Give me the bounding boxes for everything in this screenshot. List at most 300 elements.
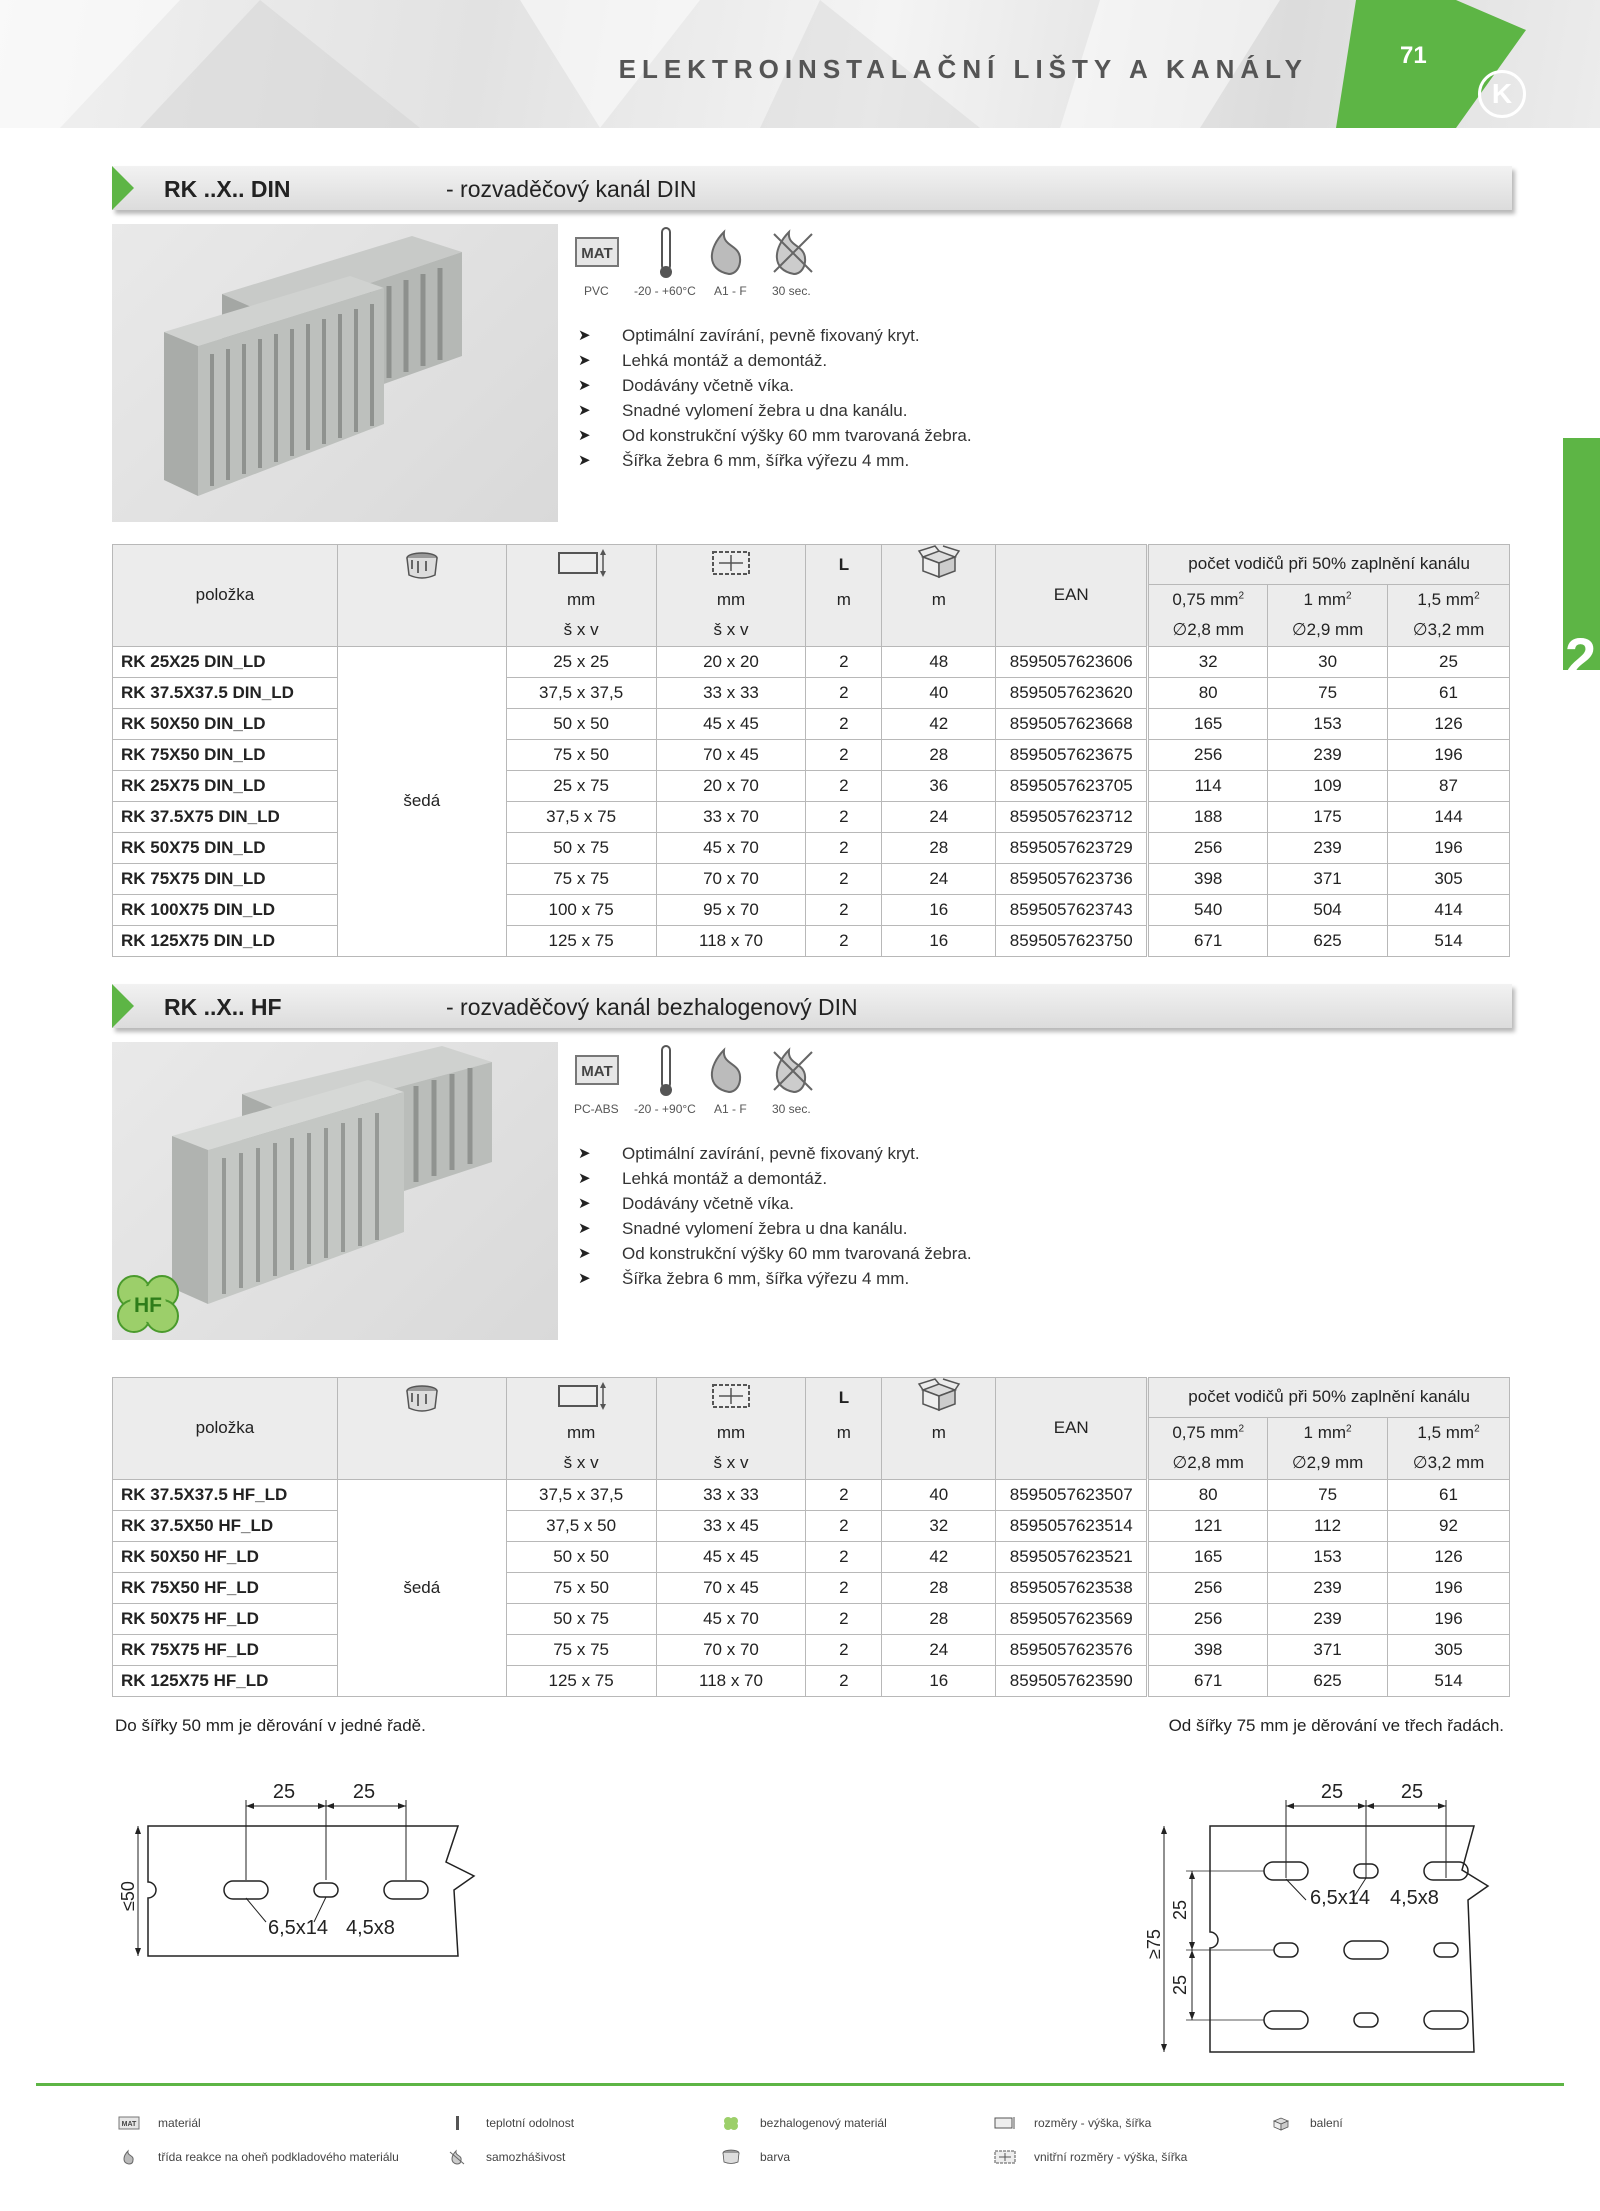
package-cell: 16 (882, 1665, 996, 1696)
table-row (113, 770, 1510, 801)
section-hf-properties (574, 1044, 834, 1124)
package-icon (917, 1378, 961, 1412)
slot-small (1274, 1943, 1298, 1957)
wires-1-cell: 625 (1268, 1665, 1388, 1696)
page-header-title: ELEKTROINSTALAČNÍ LIŠTY A KANÁLY (618, 54, 1308, 84)
header-wires: počet vodičů při 50% zaplnění kanálu (1148, 1378, 1510, 1418)
unit-mm: mm (656, 584, 806, 615)
product-code-cell: RK 100X75 DIN_LD (113, 894, 338, 925)
legend-item (118, 2113, 201, 2133)
wires-15-cell: 414 (1388, 894, 1510, 925)
section-din-table: položka L EAN počet vodičů při 50% zaplnění kanálu mm mm m m 0,75 $mm^2$ 1 $mm^2$ 1,5 $mm^2$ š x v š x v ∅2,8 mm ∅2,9 mm ∅3,2 mm RK 25X25 DIN_LD šedá 25 x 25 20 x 20 2 48 8595057623606 32 30 25 RK 37.5X37.5 DIN_LD 37,5 x 37,5 33 x 33 2 40 8595057623620 80 75 61 RK 50X50 DIN_LD 50 x 50 45 x 45 2 42 8595057623668 165 153 126 RK 75X50 DIN_LD 75 x 50 70 x 45 2 28 8595057623675 256 239 196 RK 25X75 DIN_LD 25 x 75 20 x 70 2 36 8595057623705 114 109 87 RK 37.5X75 DIN_LD 37,5 x 75 33 x 70 2 24 8595057623712 188 175 144 RK 50X75 DIN_LD 50 x 75 45 x 70 2 28 8595057623729 256 239 196 RK 75X75 DIN_LD 75 x 75 70 x 70 2 24 8595057623736 398 371 305 RK 100X75 DIN_LD 100 x 75 95 x 70 2 16 8595057623743 540 504 414 RK 125X75 DIN_LD 125 x 75 118 x 70 2 16 8595057623750 671 625 514 (112, 544, 1510, 957)
unit-sxv: š x v (506, 615, 656, 646)
header-color (337, 1378, 506, 1480)
fire-class-value: A1 - F (714, 1102, 747, 1116)
ean-cell: 8595057623538 (996, 1572, 1148, 1603)
product-code-cell: RK 50X50 HF_LD (113, 1541, 338, 1572)
unit-sxv: š x v (656, 1448, 806, 1479)
package-cell: 28 (882, 1572, 996, 1603)
dim-spacing-1: 25 (272, 1781, 296, 1803)
package-cell: 24 (882, 1634, 996, 1665)
wires-15-cell: 92 (1388, 1510, 1510, 1541)
length-cell: 2 (806, 646, 882, 677)
section-din-description: - rozvaděčový kanál DIN (446, 176, 697, 202)
table-row (113, 739, 1510, 770)
outer-dim-cell: 100 x 75 (506, 894, 656, 925)
package-icon (917, 545, 961, 579)
page-number: 71 (1400, 42, 1427, 69)
header-inner-dim (656, 545, 806, 585)
outer-dimensions-icon (555, 547, 607, 577)
legend-item (994, 2113, 1151, 2133)
table-row (113, 863, 1510, 894)
wires-1-cell: 75 (1268, 677, 1388, 708)
mat-icon (576, 238, 618, 266)
outer-dim-cell: 75 x 50 (506, 1572, 656, 1603)
length-cell: 2 (806, 770, 882, 801)
package-cell: 16 (882, 925, 996, 956)
product-code-cell: RK 50X75 DIN_LD (113, 832, 338, 863)
inner-dimensions-icon (709, 547, 753, 577)
paint-bucket-icon (404, 1384, 440, 1414)
package-cell: 48 (882, 646, 996, 677)
unit-m: m (806, 584, 882, 615)
inner-dim-cell: 70 x 70 (656, 1634, 806, 1665)
table-body (113, 1479, 1510, 1696)
wire-075-dia: ∅2,8 mm (1148, 615, 1268, 646)
wires-075-cell: 256 (1148, 832, 1268, 863)
wires-1-cell: 239 (1268, 1603, 1388, 1634)
product-code-cell: RK 37.5X37.5 DIN_LD (113, 677, 338, 708)
hf-clover-icon (720, 2115, 742, 2131)
inner-dim-cell: 118 x 70 (656, 1665, 806, 1696)
wires-075-cell: 165 (1148, 708, 1268, 739)
wire-075-dia: ∅2,8 mm (1148, 1448, 1268, 1479)
wires-15-cell: 126 (1388, 1541, 1510, 1572)
feature-item: ➤ Snadné vylomení žebra u dna kanálu. (578, 1216, 972, 1241)
outer-dim-cell: 50 x 75 (506, 832, 656, 863)
outer-dim-cell: 50 x 50 (506, 1541, 656, 1572)
ean-cell: 8595057623606 (996, 646, 1148, 677)
header-ean: EAN (996, 545, 1148, 647)
package-cell: 28 (882, 832, 996, 863)
outer-dim-cell: 37,5 x 37,5 (506, 1479, 656, 1510)
package-cell: 28 (882, 739, 996, 770)
legend-label: rozměry - výška, šířka (1034, 2116, 1152, 2130)
inner-dim-cell: 95 x 70 (656, 894, 806, 925)
legend-label: bezhalogenový materiál (760, 2116, 887, 2130)
legend-label: balení (1310, 2116, 1343, 2130)
table-row (113, 708, 1510, 739)
ean-cell: 8595057623521 (996, 1541, 1148, 1572)
length-cell: 2 (806, 801, 882, 832)
table-row (113, 1572, 1510, 1603)
flame-icon (118, 2149, 140, 2165)
outer-dim-cell: 50 x 75 (506, 1603, 656, 1634)
product-code-cell: RK 125X75 HF_LD (113, 1665, 338, 1696)
ean-cell: 8595057623750 (996, 925, 1148, 956)
wire-1: 1 mm (1303, 1422, 1347, 1442)
note-three-rows: Od šířky 75 mm je děrování ve třech řadách. (1168, 1716, 1504, 1735)
chapter-number: 2 (1565, 626, 1597, 689)
table-row (113, 832, 1510, 863)
length-cell: 2 (806, 1603, 882, 1634)
cable-duct-illustration (112, 224, 558, 522)
package-cell: 42 (882, 1541, 996, 1572)
feature-item: ➤ Optimální zavírání, pevně fixovaný kryt. (578, 323, 972, 348)
ean-cell: 8595057623712 (996, 801, 1148, 832)
mat-icon (576, 1056, 618, 1084)
wires-15-cell: 305 (1388, 863, 1510, 894)
slot-label-large: 6,5x14 (1310, 1887, 1371, 1909)
material-value: PVC (584, 284, 609, 298)
wires-075-cell: 256 (1148, 739, 1268, 770)
inner-dim-cell: 45 x 45 (656, 708, 806, 739)
section-din-properties (574, 226, 834, 306)
product-code-cell: RK 37.5X50 HF_LD (113, 1510, 338, 1541)
ean-cell: 8595057623569 (996, 1603, 1148, 1634)
wires-15-cell: 87 (1388, 770, 1510, 801)
section-din-code: RK ..X.. DIN (164, 176, 291, 202)
wires-15-cell: 25 (1388, 646, 1510, 677)
header-package (882, 545, 996, 585)
length-cell: 2 (806, 1541, 882, 1572)
feature-item: ➤ Šířka žebra 6 mm, šířka výřezu 4 mm. (578, 448, 972, 473)
legend-item (720, 2113, 887, 2133)
section-din-header (112, 166, 1512, 210)
package-cell: 16 (882, 894, 996, 925)
inner-dim-cell: 70 x 45 (656, 739, 806, 770)
ean-cell: 8595057623743 (996, 894, 1148, 925)
temperature-value: -20 - +90°C (634, 1102, 696, 1116)
slot-large (1264, 2011, 1308, 2029)
table-row (113, 801, 1510, 832)
package-cell: 32 (882, 1510, 996, 1541)
paint-bucket-icon (720, 2149, 742, 2165)
package-cell: 24 (882, 801, 996, 832)
product-code-cell: RK 37.5X37.5 HF_LD (113, 1479, 338, 1510)
product-code-cell: RK 75X75 DIN_LD (113, 863, 338, 894)
length-cell: 2 (806, 1479, 882, 1510)
slot-label-large: 6,5x14 (268, 1917, 329, 1939)
header-ean: EAN (996, 1378, 1148, 1480)
outer-dim-cell: 25 x 25 (506, 646, 656, 677)
section-hf-description: - rozvaděčový kanál bezhalogenový DIN (446, 994, 858, 1020)
dim-vertical-2: 25 (1170, 1974, 1190, 1996)
inner-dim-cell: 20 x 70 (656, 770, 806, 801)
legend-item (720, 2147, 790, 2167)
wires-1-cell: 504 (1268, 894, 1388, 925)
slot-large (224, 1881, 268, 1899)
wires-1-cell: 175 (1268, 801, 1388, 832)
product-photo-din (112, 224, 558, 522)
section-hf-table: položka L EAN počet vodičů při 50% zaplnění kanálu mm mm m m 0,75 $mm^2$ 1 $mm^2$ 1,5 $mm^2$ š x v š x v ∅2,8 mm ∅2,9 mm ∅3,2 mm RK 37.5X37.5 HF_LD šedá 37,5 x 37,5 33 x 33 2 40 8595057623507 80 75 61 RK 37.5X50 HF_LD 37,5 x 50 33 x 45 2 32 8595057623514 121 112 92 RK 50X50 HF_LD 50 x 50 45 x 45 2 42 8595057623521 165 153 126 RK 75X50 HF_LD 75 x 50 70 x 45 2 28 8595057623538 256 239 196 RK 50X75 HF_LD 50 x 75 45 x 70 2 28 8595057623569 256 239 196 RK 75X75 HF_LD 75 x 75 70 x 70 2 24 8595057623576 398 371 305 RK 125X75 HF_LD 125 x 75 118 x 70 2 16 8595057623590 671 625 514 (112, 1377, 1510, 1697)
wires-075-cell: 671 (1148, 1665, 1268, 1696)
package-cell: 40 (882, 677, 996, 708)
fire-class-value: A1 - F (714, 284, 747, 298)
outer-dim-cell: 50 x 50 (506, 708, 656, 739)
feature-item: ➤ Od konstrukční výšky 60 mm tvarovaná žebra. (578, 423, 972, 448)
thermometer-icon (446, 2115, 468, 2131)
product-code-cell: RK 75X50 DIN_LD (113, 739, 338, 770)
dim-vertical-1: 25 (1170, 1899, 1190, 1921)
unit-mm: mm (506, 1417, 656, 1448)
slot-large (1344, 1941, 1388, 1959)
length-cell: 2 (806, 708, 882, 739)
dim-spacing-2: 25 (352, 1781, 376, 1803)
wires-1-cell: 112 (1268, 1510, 1388, 1541)
slot-small (314, 1883, 338, 1897)
feature-item: ➤ Lehká montáž a demontáž. (578, 348, 972, 373)
feature-item: ➤ Lehká montáž a demontáž. (578, 1166, 972, 1191)
material-value: PC-ABS (574, 1102, 619, 1116)
length-cell: 2 (806, 925, 882, 956)
svg-text:MAT: MAT (121, 2121, 137, 2128)
legend-label: materiál (158, 2116, 201, 2130)
wires-15-cell: 61 (1388, 677, 1510, 708)
inner-dim-cell: 33 x 33 (656, 677, 806, 708)
slot-label-small: 4,5x8 (346, 1917, 395, 1939)
table-row (113, 925, 1510, 956)
thermometer-icon (660, 1046, 672, 1096)
table-row (113, 1665, 1510, 1696)
inner-dim-cell: 33 x 33 (656, 1479, 806, 1510)
feature-item: ➤ Dodávány včetně víka. (578, 1191, 972, 1216)
header-package (882, 1378, 996, 1418)
length-cell: 2 (806, 832, 882, 863)
ean-cell: 8595057623736 (996, 863, 1148, 894)
footer-divider (36, 2083, 1564, 2086)
hf-badge: HF (134, 1294, 162, 1317)
ean-cell: 8595057623668 (996, 708, 1148, 739)
table-row (113, 894, 1510, 925)
green-arrow-icon (112, 984, 134, 1028)
outer-dimensions-icon (555, 1380, 607, 1410)
product-code-cell: RK 25X25 DIN_LD (113, 646, 338, 677)
section-hf-header (112, 984, 1512, 1028)
paint-bucket-icon (404, 551, 440, 581)
table-row (113, 1510, 1510, 1541)
cable-duct-illustration (112, 1042, 558, 1340)
legend-label: třída reakce na oheň podkladového materiálu (158, 2150, 399, 2164)
inner-dim-cell: 70 x 70 (656, 863, 806, 894)
unit-mm: mm (506, 584, 656, 615)
wires-15-cell: 126 (1388, 708, 1510, 739)
feature-item: ➤ Snadné vylomení žebra u dna kanálu. (578, 398, 972, 423)
green-arrow-icon (112, 166, 134, 210)
temperature-value: -20 - +60°C (634, 284, 696, 298)
header-item: položka (113, 1378, 338, 1480)
wires-075-cell: 114 (1148, 770, 1268, 801)
header-inner-dim (656, 1378, 806, 1418)
header-wires: počet vodičů při 50% zaplnění kanálu (1148, 545, 1510, 585)
wires-15-cell: 514 (1388, 1665, 1510, 1696)
length-cell: 2 (806, 677, 882, 708)
feature-item: ➤ Šířka žebra 6 mm, šířka výřezu 4 mm. (578, 1266, 972, 1291)
slot-small (1434, 1943, 1458, 1957)
length-cell: 2 (806, 894, 882, 925)
inner-dim-cell: 70 x 45 (656, 1572, 806, 1603)
ean-cell: 8595057623705 (996, 770, 1148, 801)
legend-item (446, 2113, 574, 2133)
mat-icon-label: MAT (581, 1063, 613, 1080)
wire-15-dia: ∅3,2 mm (1388, 1448, 1510, 1479)
outer-dim-cell: 37,5 x 50 (506, 1510, 656, 1541)
table-row (113, 646, 1510, 677)
slot-small (1354, 2013, 1378, 2027)
length-cell: 2 (806, 739, 882, 770)
unit-m: m (806, 1417, 882, 1448)
wires-15-cell: 305 (1388, 1634, 1510, 1665)
legend-label: samozhášivost (486, 2150, 566, 2164)
package-cell: 40 (882, 1479, 996, 1510)
package-cell: 24 (882, 863, 996, 894)
self-extinguish-icon (774, 232, 812, 274)
section-hf-features (578, 1141, 972, 1291)
slot-large (1424, 2011, 1468, 2029)
wires-1-cell: 239 (1268, 739, 1388, 770)
wires-15-cell: 196 (1388, 739, 1510, 770)
brand-logo: K (1478, 70, 1526, 118)
dim-height-max: ≤50 (118, 1881, 138, 1911)
table-row (113, 1541, 1510, 1572)
outer-dim-cell: 37,5 x 75 (506, 801, 656, 832)
wires-1-cell: 239 (1268, 832, 1388, 863)
outer-dim-cell: 125 x 75 (506, 1665, 656, 1696)
ean-cell: 8595057623620 (996, 677, 1148, 708)
inner-dim-cell: 33 x 70 (656, 801, 806, 832)
wires-075-cell: 80 (1148, 1479, 1268, 1510)
section-hf-code: RK ..X.. HF (164, 994, 282, 1020)
wires-075-cell: 256 (1148, 1572, 1268, 1603)
wires-075-cell: 256 (1148, 1603, 1268, 1634)
ean-cell: 8595057623507 (996, 1479, 1148, 1510)
color-cell: šedá (337, 646, 506, 956)
product-code-cell: RK 125X75 DIN_LD (113, 925, 338, 956)
wire-15-dia: ∅3,2 mm (1388, 615, 1510, 646)
unit-mm: mm (656, 1417, 806, 1448)
dim-height-min: ≥75 (1144, 1929, 1164, 1959)
feature-item: ➤ Dodávány včetně víka. (578, 373, 972, 398)
table-row (113, 1479, 1510, 1510)
table-row (113, 1603, 1510, 1634)
wires-075-cell: 165 (1148, 1541, 1268, 1572)
ean-cell: 8595057623590 (996, 1665, 1148, 1696)
product-code-cell: RK 75X50 HF_LD (113, 1572, 338, 1603)
product-photo-hf (112, 1042, 558, 1340)
product-code-cell: RK 50X75 HF_LD (113, 1603, 338, 1634)
hf-clover-icon (118, 1276, 178, 1332)
unit-sxv: š x v (506, 1448, 656, 1479)
wires-15-cell: 144 (1388, 801, 1510, 832)
outer-dim-cell: 75 x 50 (506, 739, 656, 770)
table-row (113, 1634, 1510, 1665)
wires-075-cell: 80 (1148, 677, 1268, 708)
length-cell: 2 (806, 1634, 882, 1665)
perforation-drawing-triple (1134, 1770, 1534, 2060)
header-item: položka (113, 545, 338, 647)
feature-item: ➤ Optimální zavírání, pevně fixovaný kryt. (578, 1141, 972, 1166)
wire-15: 1,5 mm (1417, 589, 1475, 609)
flame-icon (712, 232, 740, 274)
section-din-features (578, 323, 972, 473)
wire-1-dia: ∅2,9 mm (1268, 615, 1388, 646)
feature-item: ➤ Od konstrukční výšky 60 mm tvarovaná žebra. (578, 1241, 972, 1266)
header-outer-dim (506, 545, 656, 585)
table-header-row (113, 545, 1510, 585)
self-extinguish-icon (774, 1050, 812, 1092)
wires-1-cell: 75 (1268, 1479, 1388, 1510)
dim-spacing-1: 25 (1320, 1781, 1344, 1803)
wire-075: 0,75 mm (1172, 589, 1239, 609)
ean-cell: 8595057623576 (996, 1634, 1148, 1665)
wire-1-dia: ∅2,9 mm (1268, 1448, 1388, 1479)
dim-spacing-2: 25 (1400, 1781, 1424, 1803)
slot-label-small: 4,5x8 (1390, 1887, 1439, 1909)
wires-075-cell: 398 (1148, 1634, 1268, 1665)
wires-15-cell: 196 (1388, 1603, 1510, 1634)
package-cell: 42 (882, 708, 996, 739)
package-icon (1270, 2115, 1292, 2131)
header-color (337, 545, 506, 647)
wires-1-cell: 371 (1268, 863, 1388, 894)
wires-1-cell: 239 (1268, 1572, 1388, 1603)
table-row (113, 677, 1510, 708)
self-ext-value: 30 sec. (772, 1102, 811, 1116)
header-outer-dim (506, 1378, 656, 1418)
ean-cell: 8595057623675 (996, 739, 1148, 770)
outer-dim-cell: 75 x 75 (506, 863, 656, 894)
unit-m: m (882, 584, 996, 615)
self-ext-value: 30 sec. (772, 284, 811, 298)
perforation-drawing-single (118, 1770, 518, 1970)
wires-075-cell: 398 (1148, 863, 1268, 894)
wires-075-cell: 188 (1148, 801, 1268, 832)
outer-dim-cell: 37,5 x 37,5 (506, 677, 656, 708)
flame-icon (712, 1050, 740, 1092)
inner-dim-cell: 45 x 70 (656, 1603, 806, 1634)
outer-dimensions-icon (994, 2115, 1016, 2131)
wires-1-cell: 625 (1268, 925, 1388, 956)
length-cell: 2 (806, 1572, 882, 1603)
package-cell: 28 (882, 1603, 996, 1634)
wires-1-cell: 153 (1268, 1541, 1388, 1572)
wires-075-cell: 121 (1148, 1510, 1268, 1541)
thermometer-icon (660, 228, 672, 278)
table-body (113, 646, 1510, 956)
length-cell: 2 (806, 1510, 882, 1541)
unit-m: m (882, 1417, 996, 1448)
mat-icon-label: MAT (581, 245, 613, 262)
outer-dim-cell: 75 x 75 (506, 1634, 656, 1665)
inner-dim-cell: 20 x 20 (656, 646, 806, 677)
color-cell: šedá (337, 1479, 506, 1696)
wire-1: 1 mm (1303, 589, 1347, 609)
note-single-row: Do šířky 50 mm je děrování v jedné řadě. (115, 1716, 426, 1735)
package-cell: 36 (882, 770, 996, 801)
legend-label: teplotní odolnost (486, 2116, 575, 2130)
table-header-row (113, 1378, 1510, 1418)
outer-dim-cell: 25 x 75 (506, 770, 656, 801)
inner-dim-cell: 45 x 45 (656, 1541, 806, 1572)
wires-1-cell: 109 (1268, 770, 1388, 801)
legend-item (994, 2147, 1187, 2167)
inner-dimensions-icon (709, 1380, 753, 1410)
wires-075-cell: 32 (1148, 646, 1268, 677)
wires-075-cell: 671 (1148, 925, 1268, 956)
wires-15-cell: 514 (1388, 925, 1510, 956)
header-length: L (806, 1378, 882, 1418)
